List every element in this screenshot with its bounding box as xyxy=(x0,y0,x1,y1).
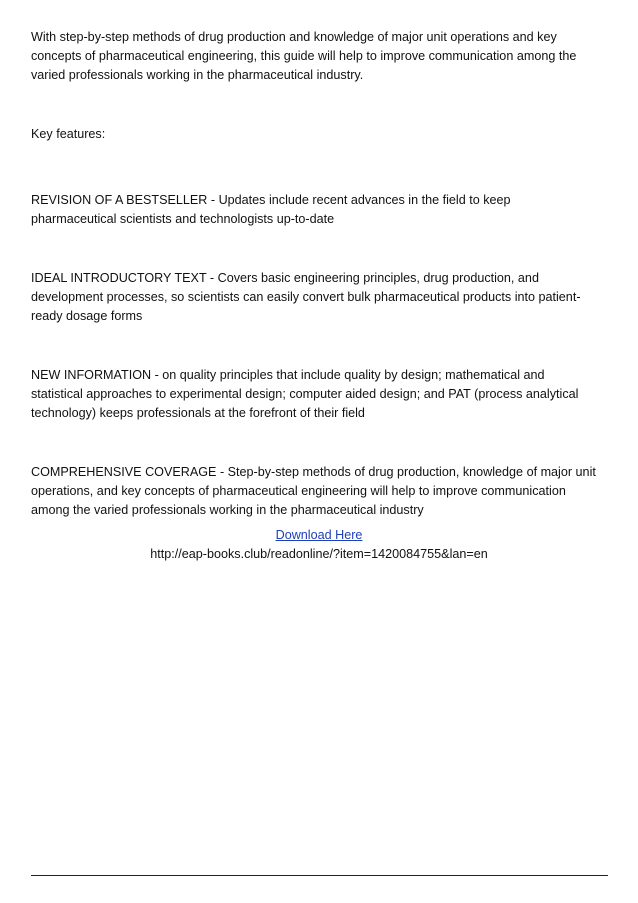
download-here-link[interactable]: Download Here xyxy=(275,528,363,542)
footer-divider xyxy=(31,875,608,876)
intro-paragraph: With step-by-step methods of drug production and knowledge of major unit operations and key concepts of pharmaceutical engineering, this guide will help to improve communication among the varied professionals working in the pharmaceutical industry. xyxy=(31,30,577,82)
key-features-heading: Key features: xyxy=(31,127,106,141)
feature-ideal-paragraph: IDEAL INTRODUCTORY TEXT - Covers basic engineering principles, drug production, and development processes, so scientists can easily convert bulk pharmaceutical products into patient- ready dosage forms xyxy=(31,271,581,323)
feature-new-information-paragraph: NEW INFORMATION - on quality principles that include quality by design; mathematical and statistical approaches to experimental design; computer aided design; and PAT (process analytical technology) keeps professionals at the forefront of their field xyxy=(31,368,579,420)
feature-revision-paragraph: REVISION OF A BESTSELLER - Updates include recent advances in the field to keep pharmaceutical scientists and technologists up-to-date xyxy=(31,193,511,226)
feature-comprehensive-paragraph: COMPREHENSIVE COVERAGE - Step-by-step methods of drug production, knowledge of major unit operations, and key concepts of pharmaceutical engineering will help to improve communication among the varied professionals working in the pharmaceutical industry xyxy=(31,465,596,517)
download-url-text: http://eap-books.club/readonline/?item=1420084755&lan=en xyxy=(150,547,488,561)
